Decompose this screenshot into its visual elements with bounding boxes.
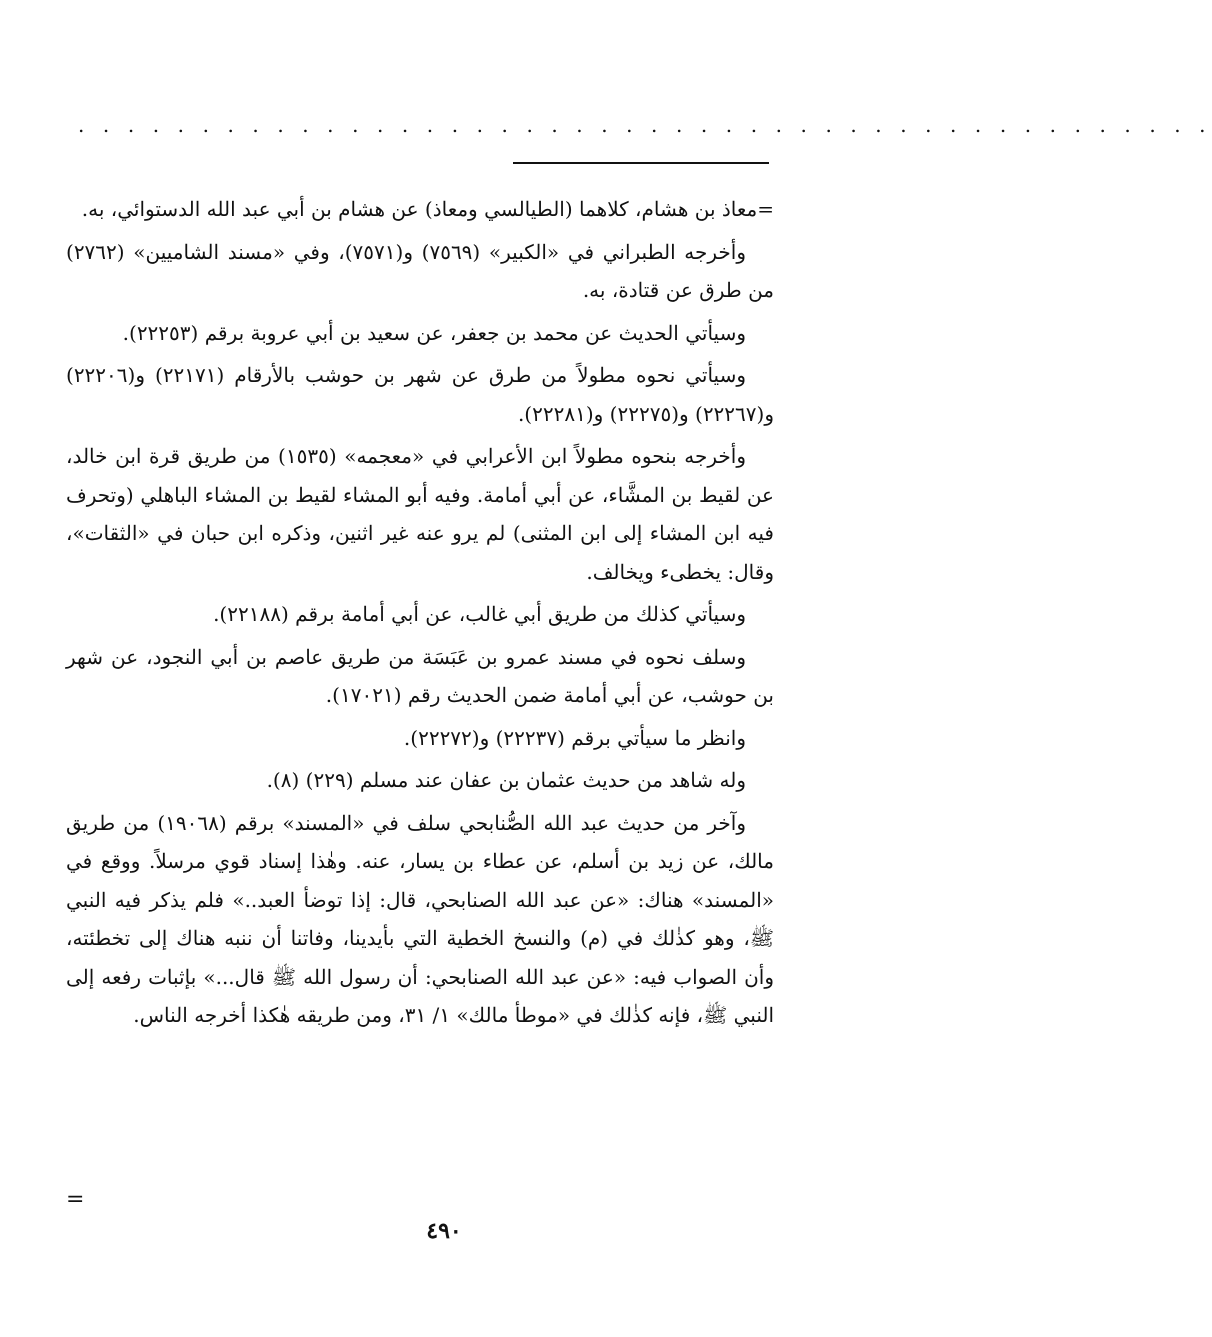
footnote-separator-rule [513, 162, 769, 164]
paragraph-1: =معاذ بن هشام، كلاهما (الطيالسي ومعاذ) عن هشام بن أبي عبد الله الدستوائي، به. [81, 197, 774, 221]
paragraph-8: وانظر ما سيأتي برقم (٢٢٢٣٧) و(٢٢٢٧٢). [403, 725, 746, 750]
page-number: ٤٩٠ [426, 1218, 462, 1244]
paragraph-4: وسيأتي نحوه مطولاً من طرق عن شهر بن حوشب بالأرقام (٢٢١٧١) و(٢٢٢٠٦) و(٢٢٢٦٧) و(٢٢٢٧٥) و(٢٢٢٨١). [66, 363, 774, 426]
footnote-body [66, 190, 774, 1039]
paragraph-2: وأخرجه الطبراني في «الكبير» (٧٥٦٩) و(٧٥٧١)، وفي «مسند الشاميين» (٢٧٦٢) من طرق عن قتادة، به. [66, 239, 774, 302]
header-dotted-line: . . . . . . . . . . . . . . . . . . . . . . . . . . . . . . . . . . . . . . . . . . . . . . [78, 113, 1212, 137]
paragraph-5: وأخرجه بنحوه مطولاً ابن الأعرابي في «معجمه» (١٥٣٥) من طريق قرة ابن خالد، عن لقيط بن المشَّاء، عن أبي أمامة. وفيه أبو المشاء لقيط بن المشاء الباهلي (وتحرف فيه ابن المشاء إلى ابن المثنى) لم يرو عنه غير اثنين، وذكره ابن حبان في «الثقات»، وقال: يخطىء ويخالف. [66, 444, 774, 584]
paragraph-10: وآخر من حديث عبد الله الصُّنابحي سلف في «المسند» برقم (١٩٠٦٨) من طريق مالك، عن زيد بن أسلم، عن عطاء بن يسار، عنه. وهٰذا إسناد قوي مرسلاً. ووقع في «المسند» هناك: «عن عبد الله الصنابحي، قال: إذا توضأ العبد..» فلم يذكر فيه النبي ﷺ، وهو كذٰلك في (م) والنسخ الخطية التي بأيدينا، وفاتنا أن ننبه هناك إلى تخطئته، وأن الصواب فيه: «عن عبد الله الصنابحي: أن رسول الله ﷺ قال...» بإثبات رفعه إلى النبي ﷺ، فإنه كذٰلك في «موطأ مالك» ١/ ٣١، ومن طريقه هٰكذا أخرجه الناس. [66, 810, 774, 1027]
continuation-end-mark: = [66, 1187, 85, 1212]
paragraph-3: وسيأتي الحديث عن محمد بن جعفر، عن سعيد بن أبي عروبة برقم (٢٢٢٥٣). [122, 320, 746, 345]
paragraph-7: وسلف نحوه في مسند عمرو بن عَبَسَة من طريق عاصم بن أبي النجود، عن شهر بن حوشب، عن أبي أمامة ضمن الحديث رقم (١٧٠٢١). [66, 644, 774, 707]
paragraph-6: وسيأتي كذلك من طريق أبي غالب، عن أبي أمامة برقم (٢٢١٨٨). [213, 602, 746, 626]
paragraph-9: وله شاهد من حديث عثمان بن عفان عند مسلم (٢٢٩) (٨). [266, 768, 746, 792]
continuation-start-mark: = [757, 197, 774, 221]
